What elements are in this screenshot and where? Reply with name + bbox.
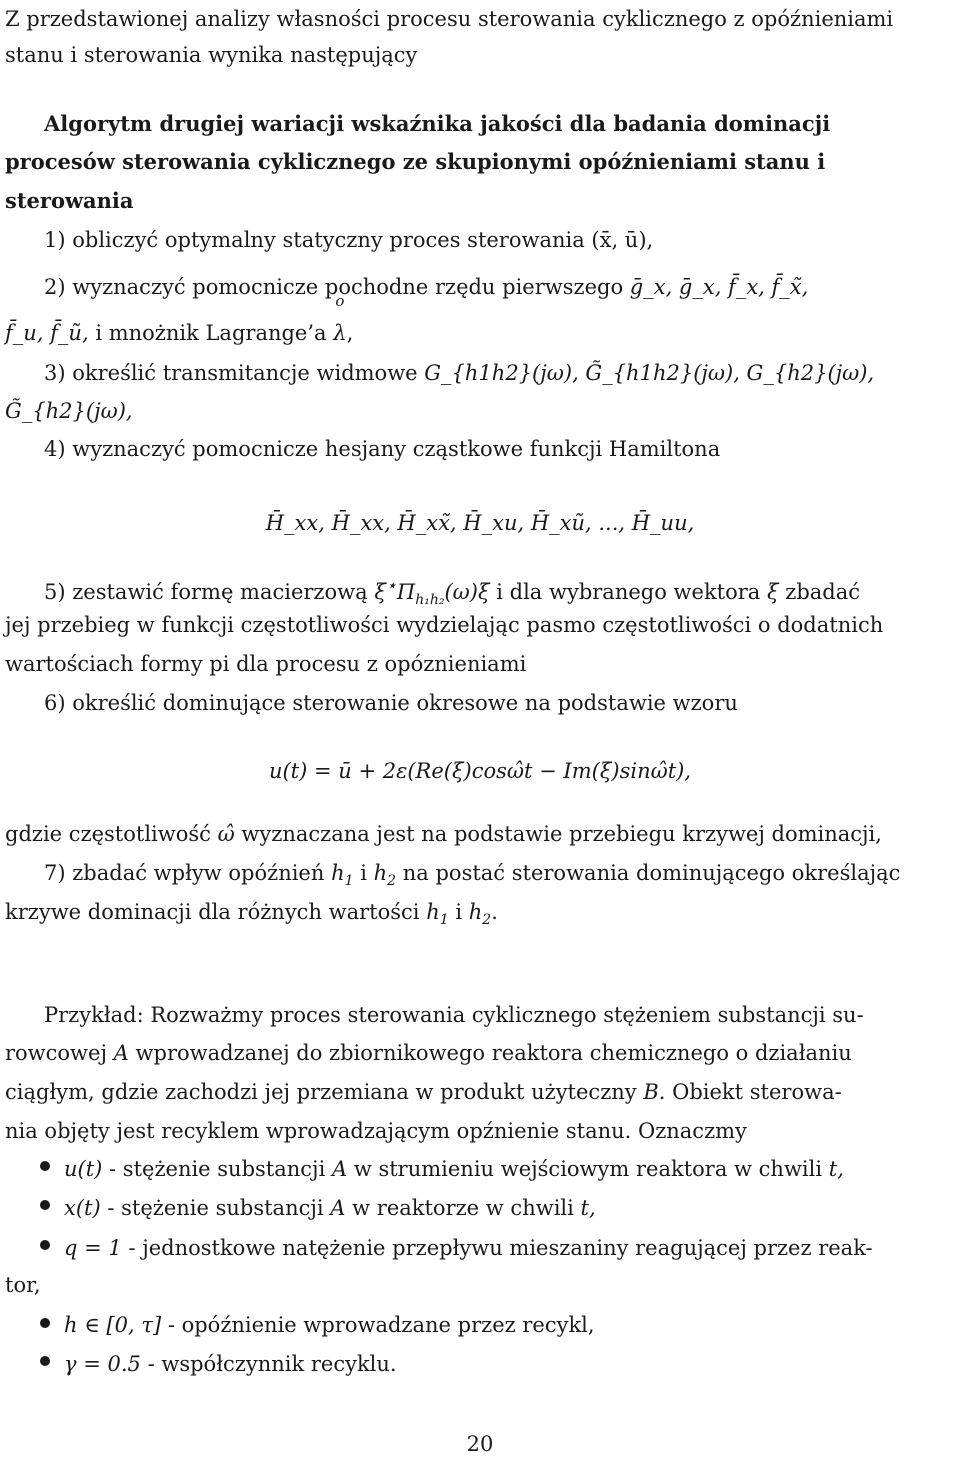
step-2-text: 2) wyznaczyć pomocnicze pochodne rzędu pierwszego [44, 275, 624, 299]
step-6-after [5, 815, 882, 854]
substance-a: A [113, 1041, 129, 1065]
step-6-after-a: gdzie częstotliwość [5, 822, 211, 846]
bullet-3-continuation: tor, [5, 1273, 41, 1297]
bullet-3-text: - jednostkowe natężenie przepływu mieszaniny reagującej przez reak- [121, 1236, 873, 1260]
h1-symbol: $h_1$ [331, 861, 354, 890]
bullet-dot-1 [40, 1161, 50, 1171]
quadratic-form: $\xi^⋆\Pi_{h_1h_2}(\omega)\xi$ [374, 576, 490, 609]
bullet-4-text: - opóźnienie wprowadzane przez recykl, [161, 1313, 595, 1337]
bullet-2-text-a: - stężenie substancji [100, 1196, 331, 1220]
step-7-line-1 [44, 854, 900, 893]
bullet-item-5 [64, 1345, 397, 1384]
bullet-5-math: γ = 0.5 [64, 1352, 141, 1376]
algorithm-title-line-1: Algorytm drugiej wariacji wskaźnika jakości dla badania dominacji [44, 111, 831, 136]
bullet-2-a: A [330, 1196, 346, 1220]
example-line-4: nia objęty jest recyklem wprowadzającym opźnienie stanu. Oznaczmy [5, 1119, 747, 1143]
example-line-2-a: rowcowej [5, 1041, 107, 1065]
step-6-after-b: wyznaczana jest na podstawie przebiegu krzywej dominacji, [241, 822, 882, 846]
step-2-cont-derivatives: f̄_u, f̄_ũ, [5, 321, 89, 345]
example-line-1: Przykład: Rozważmy proces sterowania cyklicznego stężeniem substancji su- [44, 1003, 864, 1027]
i-word-2: i [455, 900, 463, 924]
bullet-2-text-b: w reaktorze w chwili [345, 1196, 581, 1220]
example-line-2 [5, 1034, 852, 1073]
step-7-line-2: krzywe dominacji dla różnych wartości $h_1$ i $h_2$. [5, 900, 498, 929]
bullet-1-text-a: - stężenie substancji [102, 1157, 332, 1181]
bullet-1-a: A [331, 1157, 348, 1181]
step-3-continuation: G̃_{h2}(jω), [5, 399, 133, 423]
bullet-2-math: x(t) [64, 1196, 101, 1220]
step-5-line-2: jej przebieg w funkcji częstotliwości wydzielając pasmo częstotliwości o dodatnich [5, 613, 884, 637]
control-formula: u(t) = ū + 2ε(Re(ξ)cosω̂t − Im(ξ)sinω̂t), [268, 759, 692, 783]
bullet-dot-5 [40, 1356, 50, 1366]
step-2 [44, 268, 808, 307]
bullet-dot-4 [40, 1318, 50, 1328]
step-7-text-c: krzywe dominacji dla różnych wartości [5, 900, 420, 924]
step-6: 6) określić dominujące sterowanie okresowe na podstawie wzoru [44, 691, 738, 715]
step-4: 4) wyznaczyć pomocnicze hesjany cząstkowe funkcji Hamiltona [44, 437, 721, 461]
step-5-text-c: zbadać [785, 580, 861, 604]
step-7-text-a: 7) zbadać wpływ opóźnień [44, 861, 325, 885]
xi-symbol: ξ [767, 580, 779, 604]
algorithm-title-line-2: procesów sterowania cyklicznego ze skupionymi opóźnieniami stanu i [5, 149, 826, 174]
step-3-transmittances: G_{h1h2}(jω), G̃_{h1h2}(jω), G_{h2}(jω), [424, 361, 875, 385]
h2-symbol-2: $h_2$ [468, 900, 492, 929]
step-5-text-b: i dla wybranego wektora [496, 580, 761, 604]
intro-line-2: stanu i sterowania wynika następujący [5, 43, 418, 67]
step-2-cont-text: i mnożnik Lagrange’a [95, 321, 327, 345]
example-line-3 [5, 1073, 842, 1112]
step-5-line-3: wartościach formy pi dla procesu z opóznieniami [5, 652, 527, 676]
algorithm-title-line-3: sterowania [5, 188, 134, 213]
step-3-text: 3) określić transmitancje widmowe [44, 361, 418, 385]
hessians-formula: H̄_xx, H̄_xx, H̄_xx̃, H̄_xu, H̄_xũ, ..., H̄_uu, [265, 511, 695, 535]
i-word-1: i [360, 861, 367, 885]
lambda-symbol: o λ [333, 314, 346, 353]
step-2-continuation: f̄_u, f̄_ũ, i mnożnik Lagrange’a o λ, [5, 314, 353, 353]
example-line-2-b: wprowadzanej do zbiornikowego reaktora chemicznego o działaniu [135, 1041, 852, 1065]
example-line-3-a: ciągłym, gdzie zachodzi jej przemiana w produkt użyteczny [5, 1080, 637, 1104]
step-2-derivatives: ḡ_x, ḡ_x, f̄_x, f̄_x̃, [629, 275, 809, 299]
bullet-1-text-b: w strumieniu wejściowym reaktora w chwili [347, 1157, 829, 1181]
bullet-2-t: t, [580, 1196, 596, 1220]
bullet-4-math: h ∈ [0, τ] [64, 1313, 162, 1337]
bullet-1-t: t, [828, 1157, 844, 1181]
bullet-dot-2 [40, 1200, 50, 1210]
bullet-3-math: q = 1 [64, 1236, 122, 1260]
omega-hat: ω̂ [217, 822, 235, 846]
bullet-item-3 [64, 1229, 873, 1268]
step-7-text-b: na postać sterowania dominującego określając [402, 861, 901, 885]
bullet-item-1 [64, 1150, 844, 1189]
bullet-5-text: - współczynnik recyklu. [140, 1352, 397, 1376]
step-5-text-a: 5) zestawić formę macierzową [44, 580, 368, 604]
bullet-dot-3 [40, 1240, 50, 1250]
bullet-item-2 [64, 1189, 596, 1228]
product-b: B. [643, 1080, 666, 1104]
step-3 [44, 354, 874, 393]
bullet-item-4 [64, 1306, 595, 1345]
step-1: 1) obliczyć optymalny statyczny proces sterowania (x̄, ū), [44, 228, 654, 252]
h1-symbol-2: $h_1$ [426, 900, 449, 929]
page-number: 20 [466, 1432, 494, 1456]
intro-line-1: Z przedstawionej analizy własności procesu sterowania cyklicznego z opóźnieniami [5, 7, 894, 31]
example-line-3-b: Obiekt sterowa- [672, 1080, 842, 1104]
h2-symbol: $h_2$ [373, 861, 397, 890]
bullet-1-math: u(t) [64, 1157, 103, 1181]
